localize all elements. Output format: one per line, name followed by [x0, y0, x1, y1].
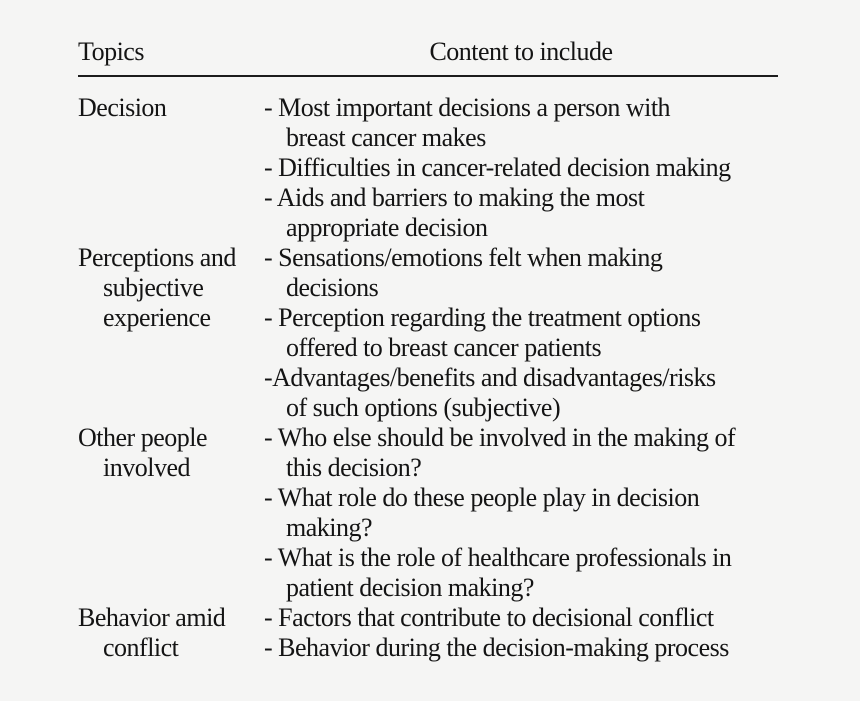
- topic-cell: [78, 243, 264, 423]
- topic-line: involved: [103, 453, 190, 482]
- table-row: [78, 93, 778, 243]
- topic-cell: [78, 93, 264, 243]
- bullet-continuation-line: making?: [286, 513, 373, 542]
- topic-line: subjective: [103, 273, 204, 302]
- bullet-line: - Most important decisions a person with: [264, 93, 671, 122]
- bullet-line: - Factors that contribute to decisional conflict: [264, 603, 714, 632]
- bullet-continuation-line: patient decision making?: [286, 573, 534, 602]
- content-cell: [264, 603, 778, 663]
- topics-content-table: [78, 36, 778, 663]
- bullet-continuation-line: of such options (subjective): [286, 393, 561, 422]
- topic-line: conflict: [103, 633, 179, 662]
- column-header-content: Content to include: [429, 37, 613, 66]
- bullet-line: - What role do these people play in decision: [264, 483, 700, 512]
- content-cell: [264, 93, 778, 243]
- bullet-line: - Aids and barriers to making the most: [264, 183, 645, 212]
- bullet-continuation-line: appropriate decision: [286, 213, 488, 242]
- content-cell: [264, 423, 778, 603]
- bullet-continuation-line: decisions: [286, 273, 379, 302]
- topic-line: Decision: [78, 93, 167, 122]
- bullet-line: - Difficulties in cancer-related decision making: [264, 153, 731, 182]
- column-header-topics: Topics: [78, 37, 144, 66]
- table-body: [78, 93, 778, 663]
- bullet-line: - What is the role of healthcare professionals in: [264, 543, 732, 572]
- table-row: [78, 423, 778, 603]
- content-cell: [264, 243, 778, 423]
- bullet-line: - Who else should be involved in the making of: [264, 423, 736, 452]
- topic-line: experience: [103, 303, 211, 332]
- bullet-continuation-line: this decision?: [286, 453, 422, 482]
- table-header-row: [78, 36, 778, 68]
- topic-cell: [78, 423, 264, 603]
- bullet-continuation-line: breast cancer makes: [286, 123, 486, 152]
- table-row: [78, 603, 778, 663]
- topic-line: Behavior amid: [78, 603, 226, 632]
- topic-cell: [78, 603, 264, 663]
- bullet-line: -Advantages/benefits and disadvantages/risks: [264, 363, 716, 392]
- table-row: [78, 243, 778, 423]
- topic-line: Other people: [78, 423, 208, 452]
- bullet-continuation-line: offered to breast cancer patients: [286, 333, 602, 362]
- bullet-line: - Behavior during the decision-making process: [264, 633, 729, 662]
- bullet-line: - Perception regarding the treatment options: [264, 303, 701, 332]
- header-rule: [78, 75, 778, 77]
- bullet-line: - Sensations/emotions felt when making: [264, 243, 663, 272]
- topic-line: Perceptions and: [78, 243, 236, 272]
